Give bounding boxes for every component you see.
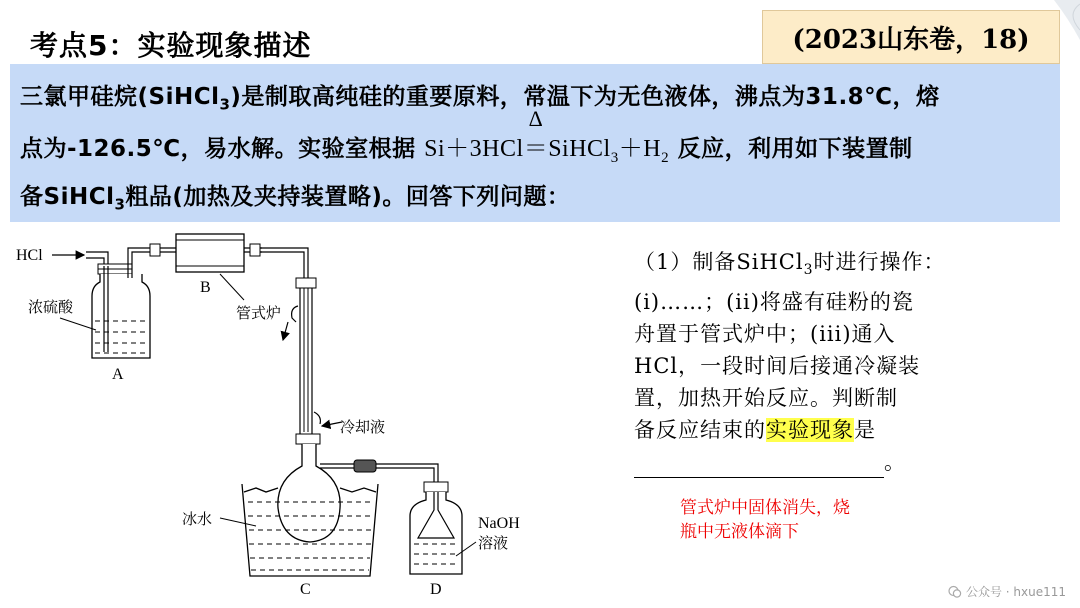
subquestion-line: 置，加热开始反应。判断制 bbox=[634, 386, 898, 411]
subscript: 3 bbox=[803, 262, 814, 279]
coolant-label: 冷却液 bbox=[340, 418, 386, 436]
acid-pointer bbox=[60, 318, 96, 330]
bottle-a bbox=[92, 264, 150, 358]
equation-reactants: Si＋3HCl bbox=[424, 136, 524, 162]
highlighted-keyword: 实验现象 bbox=[766, 418, 854, 443]
connector bbox=[354, 460, 376, 472]
subquestion-text bbox=[634, 246, 1014, 478]
tube-b-condenser bbox=[260, 248, 308, 278]
answer-line: 瓶中无液体滴下 bbox=[680, 522, 799, 542]
watermark-text: 公众号 · hxue111 bbox=[965, 585, 1066, 599]
question-line-2 bbox=[20, 106, 913, 167]
question-text: 备SiHCl bbox=[20, 184, 115, 210]
subscript: 2 bbox=[661, 149, 670, 166]
tube-furnace-b bbox=[160, 234, 262, 272]
condenser bbox=[283, 278, 320, 436]
flask-c bbox=[278, 434, 342, 542]
equation-heat-sign bbox=[523, 106, 549, 163]
wechat-icon bbox=[948, 585, 962, 599]
icewater-label: 冰水 bbox=[182, 510, 213, 528]
question-text: 点为-126.5℃，易水解。实验室根据 bbox=[20, 136, 425, 162]
question-text: 反应，利用如下装置制 bbox=[669, 136, 913, 162]
label-a: A bbox=[112, 366, 124, 383]
equation-product: SiHCl bbox=[548, 136, 611, 162]
delta-symbol: Δ bbox=[528, 106, 544, 131]
watermark bbox=[948, 583, 1066, 600]
subquestion-line bbox=[634, 414, 1014, 446]
subscript: 3 bbox=[219, 95, 231, 114]
question-line-1 bbox=[20, 78, 940, 114]
answer-text bbox=[680, 496, 850, 544]
equation-product-2: ＋H bbox=[618, 136, 662, 162]
question-text: 粗品(加热及夹持装置略)。回答下列问题： bbox=[125, 184, 571, 210]
subscript: 3 bbox=[610, 149, 619, 166]
connector bbox=[150, 244, 160, 256]
label-b: B bbox=[200, 279, 211, 296]
icewater-pointer bbox=[220, 518, 256, 526]
hcl-label: HCl bbox=[16, 247, 43, 264]
solution-label: 溶液 bbox=[478, 534, 509, 552]
furnace-label: 管式炉 bbox=[236, 304, 282, 322]
text: （1）制备SiHCl bbox=[634, 250, 804, 274]
subscript: 3 bbox=[114, 195, 126, 214]
source-text: (2023山东卷，18) bbox=[792, 24, 1030, 55]
source-badge bbox=[762, 10, 1060, 64]
question-text: 三氯甲硅烷(SiHCl bbox=[20, 84, 220, 110]
naoh-label: NaOH bbox=[478, 515, 520, 532]
text: 是 bbox=[854, 418, 876, 443]
bottle-d bbox=[410, 482, 462, 574]
text: 。 bbox=[884, 450, 906, 475]
text: 备反应结束的 bbox=[634, 418, 766, 443]
coolant-arrow bbox=[322, 422, 342, 426]
question-panel bbox=[10, 64, 1060, 222]
answer-blank bbox=[634, 455, 884, 478]
answer-line: 管式炉中固体消失，烧 bbox=[680, 498, 850, 518]
subquestion-line: (i)……；(ii)将盛有硅粉的瓷 bbox=[634, 290, 914, 315]
subquestion-line: 舟置于管式炉中；(iii)通入 bbox=[634, 322, 896, 347]
equals-sign: ＝ bbox=[523, 136, 549, 162]
question-line-3 bbox=[20, 178, 570, 214]
furnace-pointer bbox=[220, 274, 244, 300]
label-d: D bbox=[430, 581, 442, 598]
text: 时进行操作： bbox=[813, 250, 946, 274]
apparatus-diagram bbox=[0, 226, 620, 606]
corner-leaf-icon bbox=[1040, 0, 1080, 60]
answer-blank-line bbox=[634, 446, 1014, 478]
subquestion-line bbox=[634, 246, 1014, 286]
subquestion-line: HCl，一段时间后接通冷凝装 bbox=[634, 354, 921, 379]
acid-label: 浓硫酸 bbox=[28, 298, 74, 316]
question-text: )是制取高纯硅的重要原料，常温下为无色液体，沸点为31.8℃，熔 bbox=[230, 84, 940, 110]
reaction-equation bbox=[424, 106, 670, 166]
label-c: C bbox=[300, 581, 311, 598]
slide-title: 考点5：实验现象描述 bbox=[30, 29, 312, 62]
